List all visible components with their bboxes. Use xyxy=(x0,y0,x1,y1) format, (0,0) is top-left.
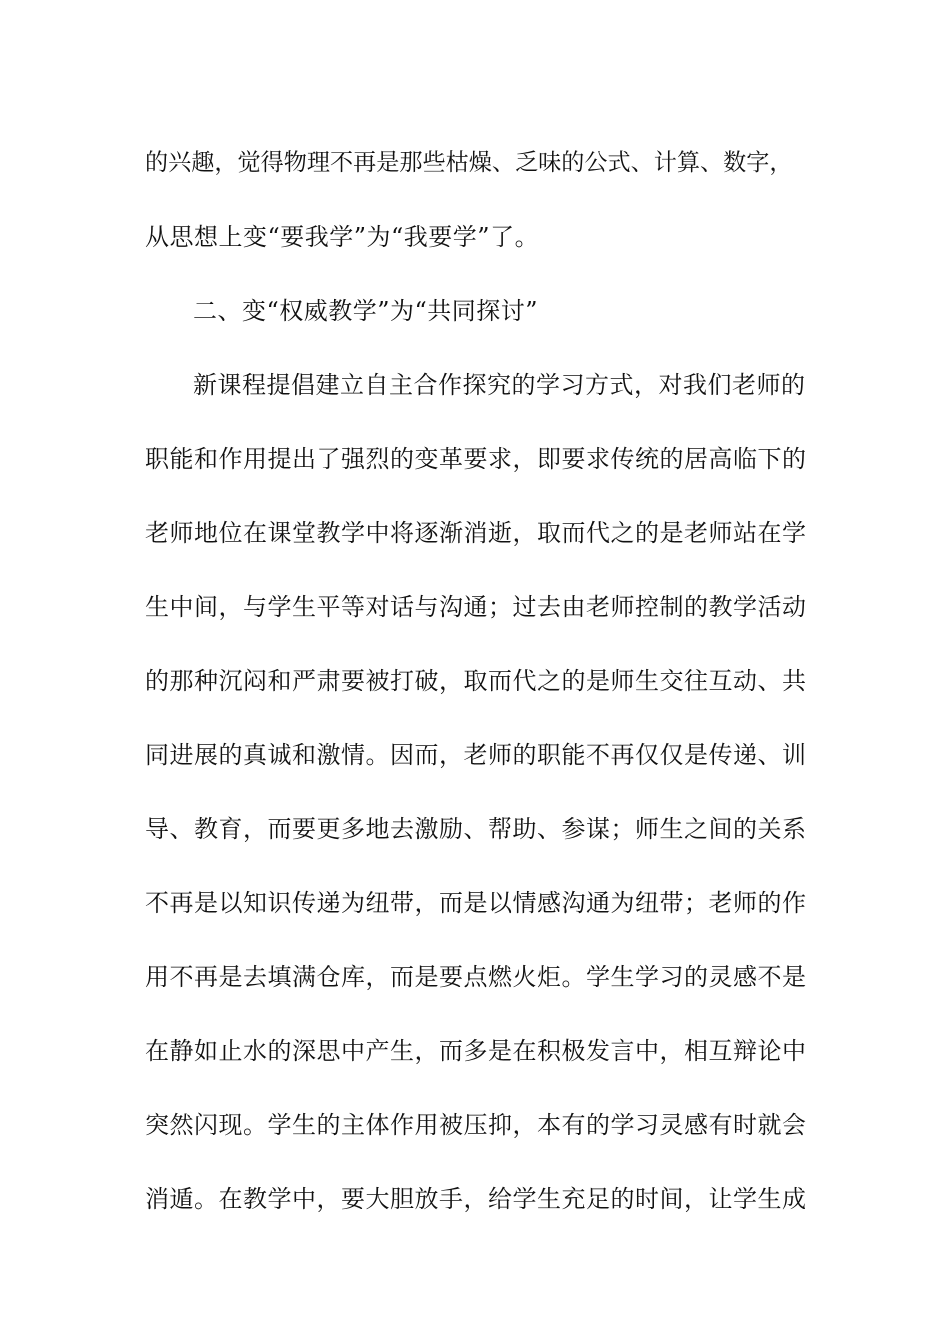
text-line: 同进展的真诚和激情。因而，老师的职能不再仅仅是传递、训 xyxy=(145,741,807,769)
text-line: 不再是以知识传递为纽带，而是以情感沟通为纽带；老师的作 xyxy=(145,889,807,917)
body-text xyxy=(145,126,810,1236)
text-line: 的兴趣，觉得物理不再是那些枯燥、乏味的公式、计算、数字， xyxy=(145,150,793,176)
text-line: 老师地位在课堂教学中将逐渐消逝，取而代之的是老师站在学 xyxy=(145,519,807,547)
text-line: 生中间，与学生平等对话与沟通；过去由老师控制的教学活动 xyxy=(145,593,807,621)
text-line: 的那种沉闷和严肃要被打破，取而代之的是师生交往互动、共 xyxy=(145,667,807,695)
text-line: 在静如止水的深思中产生，而多是在积极发言中，相互辩论中 xyxy=(145,1037,807,1065)
section-heading: 二、变“权威教学”为“共同探讨” xyxy=(193,297,539,325)
text-line: 导、教育，而要更多地去激励、帮助、参谋；师生之间的关系 xyxy=(145,815,807,843)
text-line: 职能和作用提出了强烈的变革要求，即要求传统的居高临下的 xyxy=(145,445,807,473)
paragraph-start-line: 新课程提倡建立自主合作探究的学习方式，对我们老师的 xyxy=(193,371,806,399)
text-line: 突然闪现。学生的主体作用被压抑，本有的学习灵感有时就会 xyxy=(145,1111,807,1139)
text-line: 用不再是去填满仓库，而是要点燃火炬。学生学习的灵感不是 xyxy=(145,963,807,991)
text-line: 消遁。在教学中，要大胆放手，给学生充足的时间，让学生成 xyxy=(145,1185,807,1213)
text-line: 从思想上变“要我学”为“我要学”了。 xyxy=(145,223,540,251)
